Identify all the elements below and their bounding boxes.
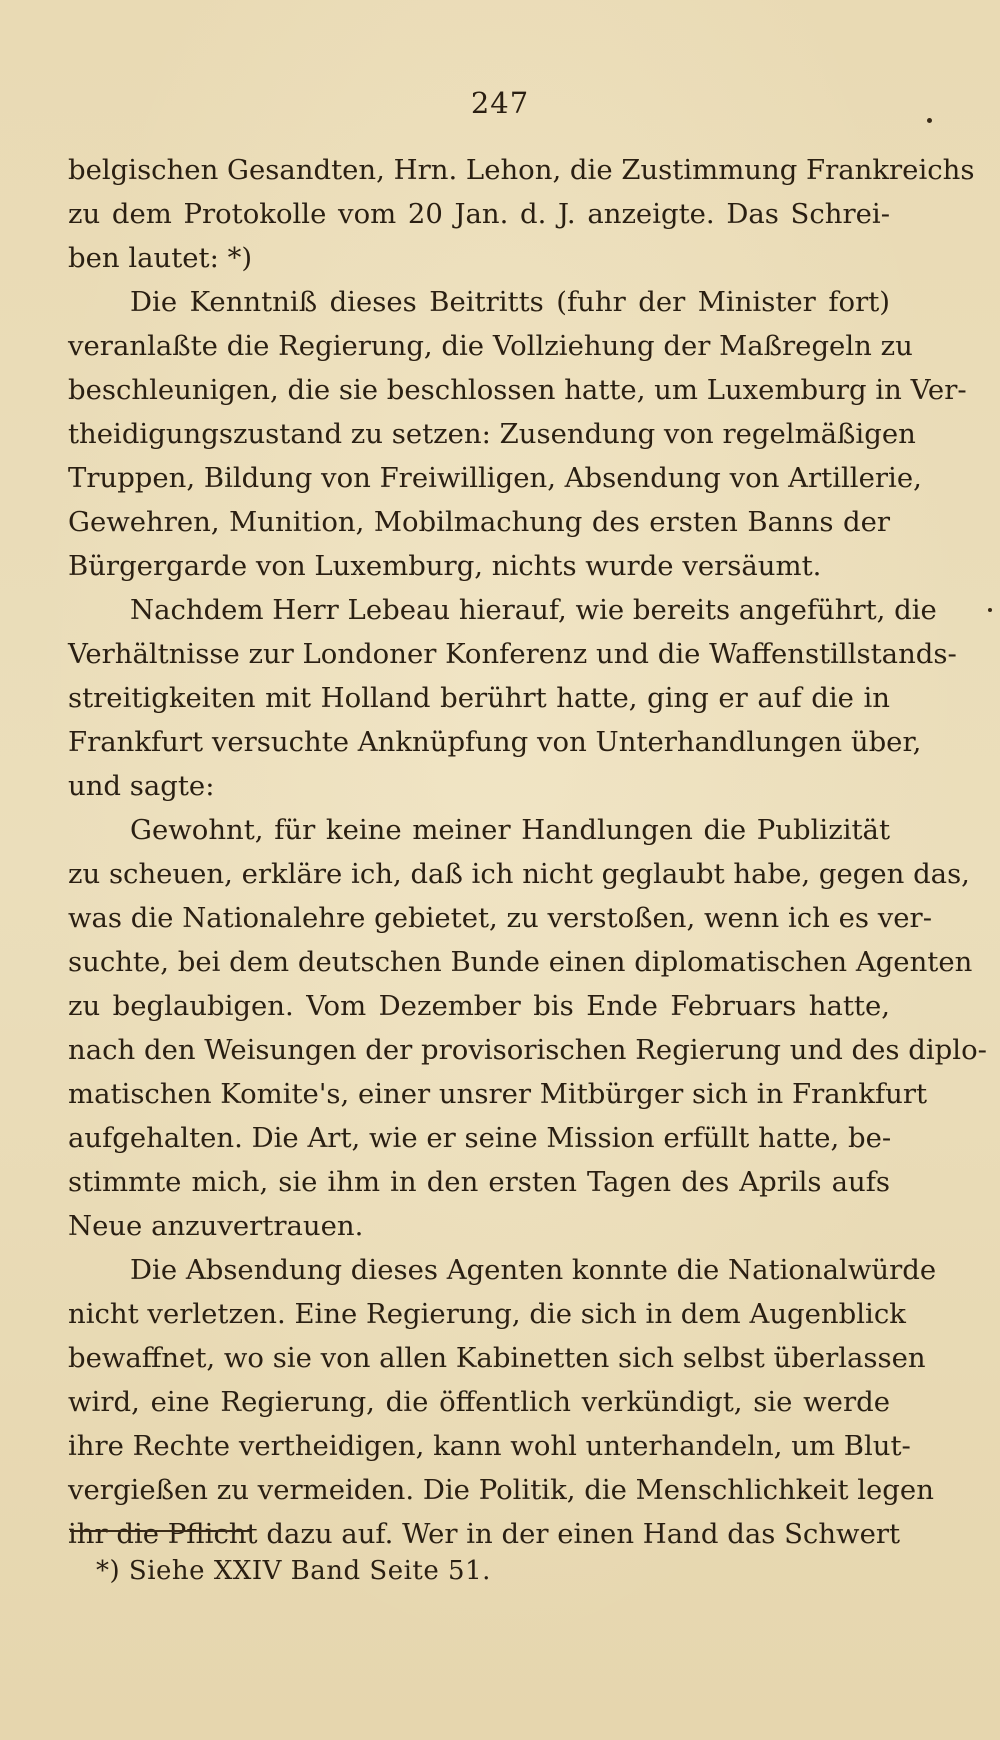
text-line: Bürgergarde von Luxemburg, nichts wurde versäumt. — [68, 550, 822, 582]
text-line: matischen Komite's, einer unsrer Mitbürger sich in Frankfurt — [68, 1078, 928, 1110]
ink-speck — [988, 608, 992, 612]
text-line: stimmte mich, sie ihm in den ersten Tagen des Aprils aufs — [68, 1166, 890, 1198]
text-line: Gewehren, Munition, Mobilmachung des ersten Banns der — [68, 506, 890, 538]
text-line: wird, eine Regierung, die öffentlich verkündigt, sie werde — [68, 1386, 890, 1418]
text-line: theidigungszustand zu setzen: Zusendung von regelmäßigen — [68, 418, 916, 450]
text-line: streitigkeiten mit Holland berührt hatte, ging er auf die in — [68, 682, 890, 714]
body-text — [68, 148, 987, 1556]
text-line: und sagte: — [68, 770, 215, 802]
text-line: zu beglaubigen. Vom Dezember bis Ende Februars hatte, — [68, 990, 890, 1022]
text-line: Frankfurt versuchte Anknüpfung von Unterhandlungen über, — [68, 726, 922, 758]
text-line: belgischen Gesandten, Hrn. Lehon, die Zustimmung Frankreichs — [68, 154, 975, 186]
text-line: ihre Rechte vertheidigen, kann wohl unterhandeln, um Blut- — [68, 1430, 911, 1462]
text-line: zu scheuen, erkläre ich, daß ich nicht geglaubt habe, gegen das, — [68, 858, 970, 890]
text-line: aufgehalten. Die Art, wie er seine Mission erfüllt hatte, be- — [68, 1122, 892, 1154]
text-line: Verhältnisse zur Londoner Konferenz und die Waffenstillstands- — [68, 638, 957, 670]
paragraph-start-line: Gewohnt, für keine meiner Handlungen die Publizität — [130, 814, 890, 846]
paragraph-start-line: Nachdem Herr Lebeau hierauf, wie bereits angeführt, die — [130, 594, 937, 626]
text-line: veranlaßte die Regierung, die Vollziehung der Maßregeln zu — [68, 330, 913, 362]
footnote: *) Siehe XXIV Band Seite 51. — [96, 1556, 491, 1586]
text-line: vergießen zu vermeiden. Die Politik, die Menschlichkeit legen — [68, 1474, 934, 1506]
paragraph-start-line: Die Kenntniß dieses Beitritts (fuhr der Minister fort) — [130, 286, 890, 318]
paragraph-start-line: Die Absendung dieses Agenten konnte die Nationalwürde — [130, 1254, 937, 1286]
text-line: suchte, bei dem deutschen Bunde einen diplomatischen Agenten — [68, 946, 973, 978]
page-number: 247 — [470, 86, 530, 120]
text-line: ben lautet: *) — [68, 242, 253, 274]
text-line: nicht verletzen. Eine Regierung, die sich in dem Augenblick — [68, 1298, 906, 1330]
text-line: Truppen, Bildung von Freiwilligen, Absendung von Artillerie, — [68, 462, 922, 494]
footnote-rule — [70, 1530, 250, 1532]
text-line: beschleunigen, die sie beschlossen hatte, um Luxemburg in Ver- — [68, 374, 967, 406]
text-line: zu dem Protokolle vom 20 Jan. d. J. anzeigte. Das Schrei- — [68, 198, 890, 230]
ink-speck — [927, 118, 932, 123]
text-line: ihr die Pflicht dazu auf. Wer in der einen Hand das Schwert — [68, 1518, 901, 1550]
text-line: bewaffnet, wo sie von allen Kabinetten sich selbst überlassen — [68, 1342, 926, 1374]
text-line: nach den Weisungen der provisorischen Regierung und des diplo- — [68, 1034, 987, 1066]
text-line: was die Nationalehre gebietet, zu verstoßen, wenn ich es ver- — [68, 902, 932, 934]
text-line: Neue anzuvertrauen. — [68, 1210, 364, 1242]
